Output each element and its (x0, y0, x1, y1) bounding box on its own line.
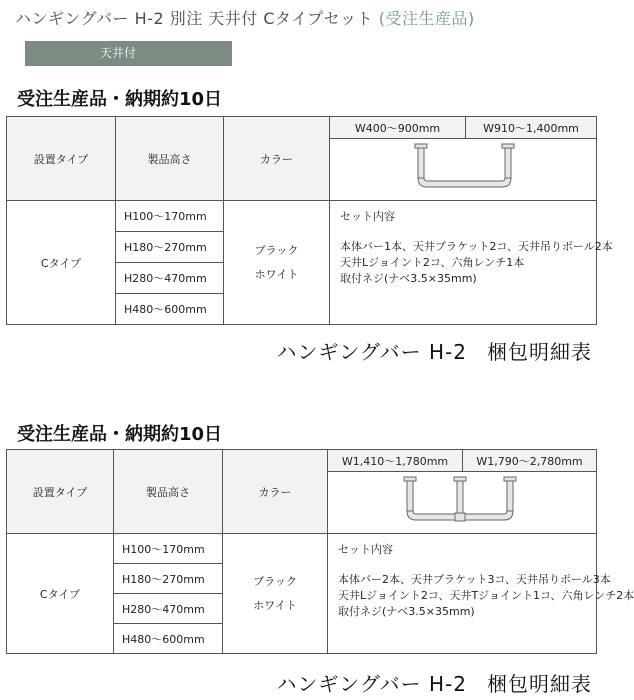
header-install-type: 設置タイプ (7, 117, 116, 201)
color-black: ブラック (254, 243, 299, 257)
color-options (223, 534, 328, 654)
section-heading: 受注生産品・納期約10日 (17, 89, 223, 110)
width-range-1: W400～900mm (330, 117, 466, 139)
width-range-2: W1,790～2,780mm (463, 450, 597, 472)
header-product-height: 製品高さ (116, 117, 224, 201)
caption-product: ハンギングバー H-2 (276, 672, 467, 696)
header-color: カラー (224, 117, 330, 201)
page-title-suffix: (受注生産品) (378, 9, 475, 28)
caption-product: ハンギングバー H-2 (276, 340, 467, 364)
category-tag: 天井付 (25, 41, 232, 66)
height-option: H280～470mm (116, 263, 224, 294)
header-product-height: 製品高さ (114, 450, 223, 534)
caption-label: 梱包明細表 (487, 672, 592, 696)
height-option: H180～270mm (114, 564, 223, 594)
height-option: H100～170mm (114, 534, 223, 564)
height-option: H100～170mm (116, 201, 224, 232)
spec-table (6, 449, 634, 654)
install-type-value: Cタイプ (7, 201, 116, 325)
height-option: H280～470mm (114, 594, 223, 624)
set-contents-line: 天井Lジョイント2コ、天井Tジョイント1コ、六角レンチ2本 (338, 589, 634, 602)
spec-table (6, 116, 613, 325)
hanging-bar-diagram (330, 139, 597, 201)
page-title-main: ハンギングバー H-2 別注 天井付 Cタイプセット (15, 9, 374, 28)
header-color: カラー (223, 450, 328, 534)
color-white: ホワイト (253, 598, 297, 612)
color-options (224, 201, 330, 325)
packing-list-caption (256, 336, 592, 365)
height-option: H480～600mm (114, 624, 223, 654)
packing-list-caption (256, 668, 592, 697)
set-contents (328, 534, 634, 654)
set-contents-line: 本体バー2本、天井ブラケット3コ、天井吊りポール3本 (338, 573, 611, 586)
color-white: ホワイト (254, 267, 299, 281)
hanging-bar-illustration (328, 472, 597, 530)
height-option: H480～600mm (116, 294, 224, 325)
height-option: H180～270mm (116, 232, 224, 263)
hanging-bar-diagram (328, 472, 597, 534)
section-heading: 受注生産品・納期約10日 (17, 424, 223, 445)
color-black: ブラック (253, 574, 297, 588)
set-contents-title: セット内容 (338, 543, 393, 556)
caption-label: 梱包明細表 (487, 340, 592, 364)
set-contents-line: 天井Lジョイント2コ、六角レンチ1本 (340, 256, 525, 269)
set-contents-title: セット内容 (340, 210, 395, 223)
width-range-2: W910～1,400mm (466, 117, 597, 139)
install-type-value: Cタイプ (7, 534, 114, 654)
set-contents (330, 201, 613, 325)
header-install-type: 設置タイプ (7, 450, 114, 534)
width-range-1: W1,410～1,780mm (328, 450, 463, 472)
set-contents-line: 本体バー1本、天井ブラケット2コ、天井吊りポール2本 (340, 240, 613, 253)
set-contents-line: 取付ネジ(ナベ3.5×35mm) (340, 272, 477, 285)
hanging-bar-illustration (330, 139, 597, 197)
set-contents-line: 取付ネジ(ナベ3.5×35mm) (338, 605, 475, 618)
page-title (15, 6, 475, 29)
